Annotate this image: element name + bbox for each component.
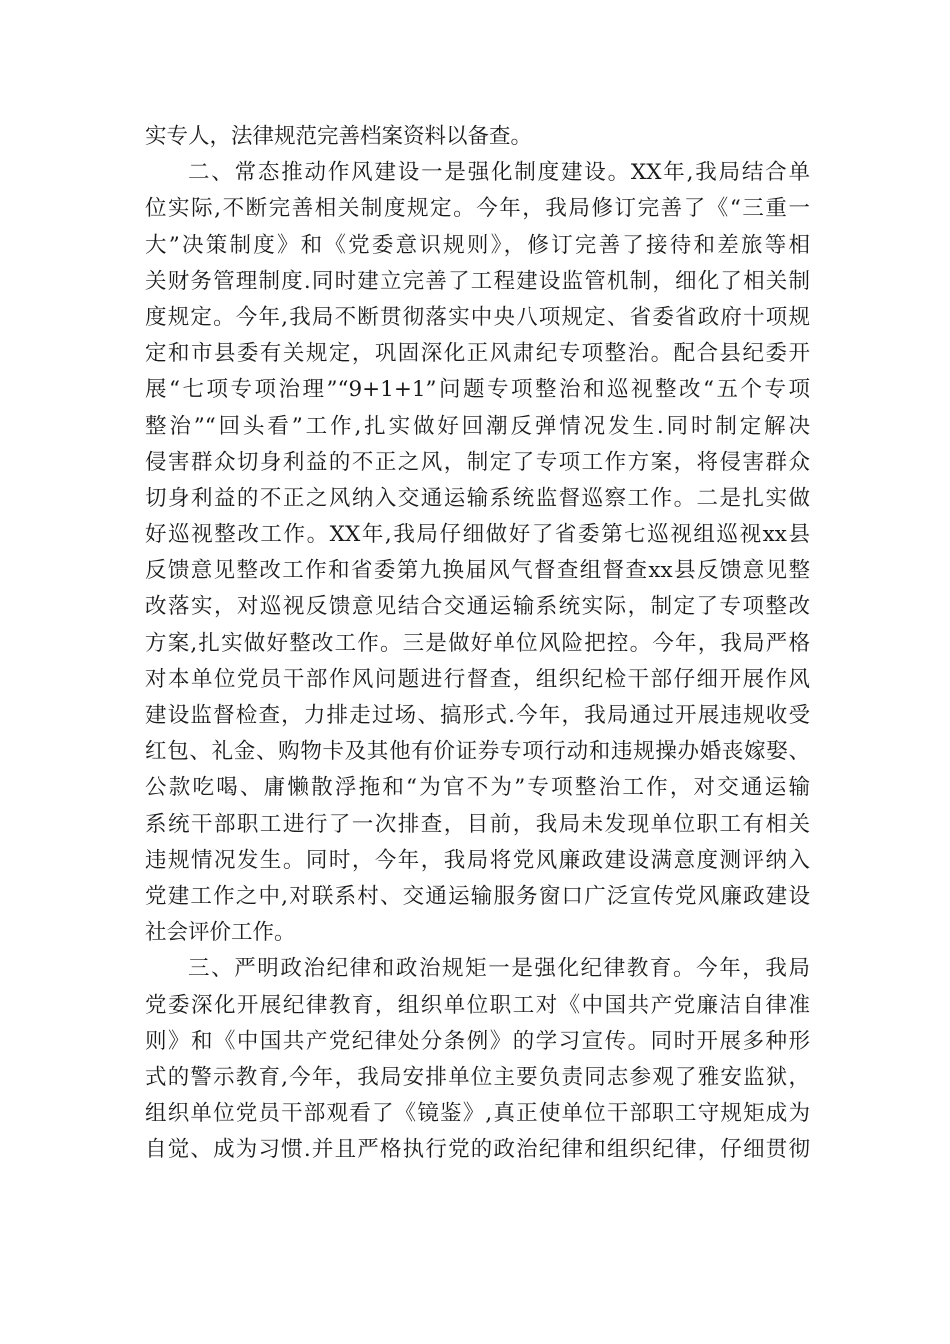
text-line: 党建工作之中,对联系村、交通运输服务窗口广泛宣传党风廉政建设 <box>145 883 810 909</box>
text-line: 社会评价工作。 <box>145 920 296 946</box>
body-text <box>145 119 810 1168</box>
text-line: 侵害群众切身利益的不正之风，制定了专项工作方案，将侵害群众 <box>145 449 810 475</box>
text-line: 反馈意见整改工作和省委第九换届风气督查组督查xx县反馈意见整 <box>145 558 810 584</box>
text-line: 关财务管理制度.同时建立完善了工程建设监管机制，细化了相关制 <box>145 268 810 294</box>
text-line: 党委深化开展纪律教育，组织单位职工对《中国共产党廉洁自律准 <box>145 992 810 1018</box>
text-line: 式的警示教育,今年，我局安排单位主要负责同志参观了雅安监狱， <box>145 1064 810 1090</box>
text-line: 红包、礼金、购物卡及其他有价证券专项行动和违规操办婚丧嫁娶、 <box>145 739 810 765</box>
text-line: 定和市县委有关规定，巩固深化正风肃纪专项整治。配合县纪委开 <box>145 341 810 367</box>
text-line: 度规定。今年,我局不断贯彻落实中央八项规定、省委省政府十项规 <box>145 304 810 330</box>
text-line: 切身利益的不正之风纳入交通运输系统监督巡察工作。二是扎实做 <box>145 485 810 511</box>
paragraph-heading-line: 二、常态推动作风建设一是强化制度建设。XX年,我局结合单 <box>188 160 810 186</box>
text-line: 改落实，对巡视反馈意见结合交通运输系统实际，制定了专项整改 <box>145 594 810 620</box>
text-line: 好巡视整改工作。XX年,我局仔细做好了省委第七巡视组巡视xx县 <box>145 522 810 548</box>
text-line: 组织单位党员干部观看了《镜鉴》,真正使单位干部职工守规矩成为 <box>145 1101 810 1127</box>
text-line: 建设监督检查，力排走过场、搞形式.今年，我局通过开展违规收受 <box>145 703 810 728</box>
text-line: 位实际,不断完善相关制度规定。今年，我局修订完善了《“三重一 <box>145 196 810 222</box>
text-line: 展“七项专项治理”“9+1+1”问题专项整治和巡视整改“五个专项 <box>145 377 810 403</box>
text-line: 系统干部职工进行了一次排查，目前，我局未发现单位职工有相关 <box>145 811 810 837</box>
text-line: 实专人，法律规范完善档案资料以备查。 <box>145 124 533 149</box>
text-line: 违规情况发生。同时，今年，我局将党风廉政建设满意度测评纳入 <box>145 847 810 873</box>
text-line: 则》和《中国共产党纪律处分条例》的学习宣传。同时开展多种形 <box>145 1028 810 1054</box>
text-line: 大”决策制度》和《党委意识规则》，修订完善了接待和差旅等相 <box>145 232 810 258</box>
text-line: 整治”“回头看”工作,扎实做好回潮反弹情况发生.同时制定解决 <box>145 413 810 439</box>
text-line: 自觉、成为习惯.并且严格执行党的政治纪律和组织纪律，仔细贯彻 <box>145 1137 810 1163</box>
text-line: 对本单位党员干部作风问题进行督查，组织纪检干部仔细开展作风 <box>145 666 810 692</box>
text-line: 方案,扎实做好整改工作。三是做好单位风险把控。今年，我局严格 <box>145 630 810 656</box>
text-line: 公款吃喝、庸懒散浮拖和“为官不为”专项整治工作，对交通运输 <box>145 775 810 801</box>
paragraph-heading-line: 三、严明政治纪律和政治规矩一是强化纪律教育。今年，我局 <box>188 956 810 982</box>
